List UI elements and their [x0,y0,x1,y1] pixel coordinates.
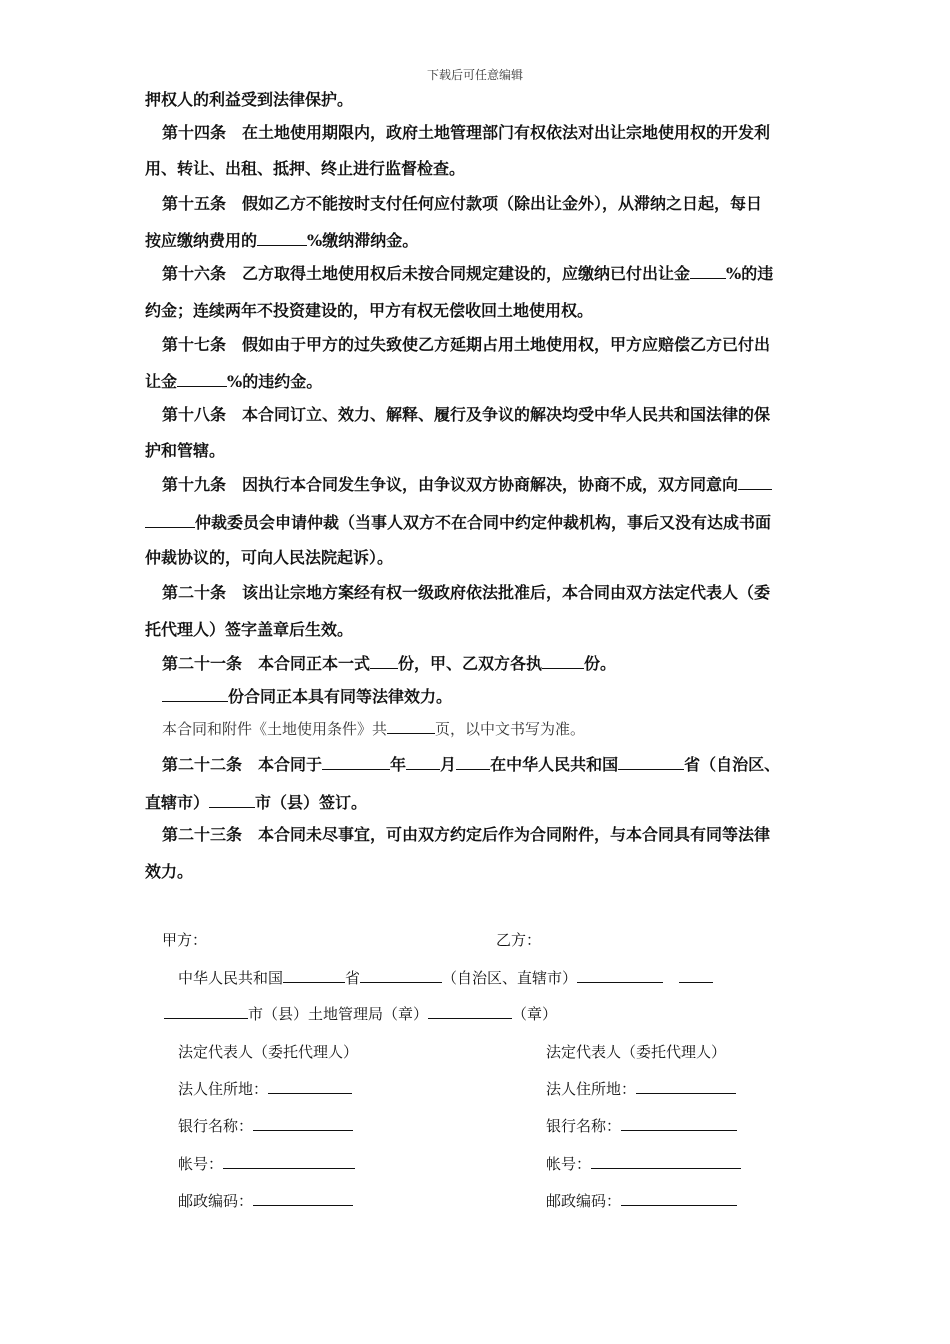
blank-field[interactable] [428,1003,512,1019]
blank-field[interactable] [370,653,398,669]
article-15-line-2 [145,228,418,251]
paragraph-line: 押权人的利益受到法律保护。 [145,90,354,109]
blank-field[interactable] [223,1153,355,1169]
bank-a [178,1115,353,1136]
article-15 [162,191,762,214]
bank-b [546,1115,737,1136]
blank-field[interactable] [577,967,663,983]
article-text: 假如乙方不能按时支付任何应付款项（除出让金外），从滞纳之日起，每日 [242,194,763,213]
text-segment: 按应缴纳费用的 [145,231,258,250]
blank-field[interactable] [618,754,684,770]
text-segment: 乙方取得土地使用权后未按合同规定建设的，应缴纳已付出让金 [242,264,691,283]
article-number: 第十六条 [162,264,227,283]
blank-field[interactable] [360,967,442,983]
text-segment: 份，甲、乙双方各执 [398,654,543,673]
blank-field[interactable] [322,754,390,770]
article-16-line-2: 约金；连续两年不投资建设的，甲方有权无偿收回土地使用权。 [145,301,594,320]
text-segment: 帐号： [546,1155,592,1173]
blank-field[interactable] [145,512,195,528]
blank-field[interactable] [456,754,490,770]
blank-field[interactable] [283,967,345,983]
blank-field[interactable] [406,754,440,770]
blank-field[interactable] [542,653,584,669]
account-b [546,1153,741,1174]
party-a-label: 甲方： [162,931,208,949]
article-number: 第十八条 [162,405,227,424]
blank-field[interactable] [164,1003,248,1019]
party-b-label: 乙方： [496,931,542,949]
article-number: 第二十二条 [162,755,243,774]
article-text: 本合同订立、效力、解释、履行及争议的解决均受中华人民共和国法律的保 [242,405,771,424]
zip-b [546,1190,737,1211]
blank-field[interactable] [690,263,726,279]
article-22 [162,752,780,775]
article-18-line-2: 护和管辖。 [145,441,226,460]
text-segment: 市（县）土地管理局（章） [248,1005,429,1023]
article-19-line-3: 仲裁协议的，可向人民法院起诉）。 [145,548,394,567]
text-segment: 法人住所地： [178,1080,269,1098]
bureau-line [164,1003,557,1024]
article-number: 第二十条 [162,583,227,602]
article-21 [162,651,616,674]
text-segment: 帐号： [178,1155,224,1173]
blank-field[interactable] [253,1190,353,1206]
issuer-line [178,967,713,988]
text-segment: 本合同于 [258,755,323,774]
text-segment: 让金 [145,372,178,391]
blank-field[interactable] [253,1115,353,1131]
address-b [546,1078,736,1099]
article-14 [162,120,770,143]
text-segment: %的违 [726,264,774,283]
rep-b-label: 法定代表人（委托代理人） [546,1043,727,1061]
blank-field[interactable] [591,1153,741,1169]
page-header: 下载后可任意编辑 [426,68,523,82]
blank-field[interactable] [268,1078,352,1094]
article-19 [162,472,772,495]
blank-field[interactable] [636,1078,736,1094]
article-19-line-2 [145,510,771,533]
text-segment: 月 [440,755,457,774]
rep-a-label: 法定代表人（委托代理人） [178,1043,359,1061]
article-17-line-2 [145,369,322,392]
account-a [178,1153,355,1174]
article-14-line-2: 用、转让、出租、抵押、终止进行监督检查。 [145,159,466,178]
text-segment: %的违约金。 [227,372,323,391]
text-segment: 省 [345,969,361,987]
article-23 [162,822,770,845]
address-a [178,1078,352,1099]
text-segment: 份。 [584,654,617,673]
article-20 [162,580,770,603]
blank-field[interactable] [621,1190,737,1206]
blank-field[interactable] [738,474,772,490]
article-number: 第二十三条 [162,825,243,844]
article-18 [162,402,770,425]
article-21-line-3 [162,718,585,739]
text-segment: 法人住所地： [546,1080,637,1098]
text-segment: 市（县）签订。 [255,793,368,812]
blank-field[interactable] [621,1115,737,1131]
text-segment: 本合同和附件《土地使用条件》共 [162,720,388,738]
article-text: 该出让宗地方案经有权一级政府依法批准后，本合同由双方法定代表人（委 [242,583,771,602]
text-segment: 本合同正本一式 [258,654,371,673]
text-segment: 邮政编码： [546,1192,622,1210]
blank-field[interactable] [257,230,307,246]
blank-field[interactable] [209,792,255,808]
text-segment: 因执行本合同发生争议，由争议双方协商解决，协商不成，双方同意向 [242,475,739,494]
article-21-line-2 [162,684,452,707]
text-segment: 仲裁委员会申请仲裁（当事人双方不在合同中约定仲裁机构，事后又没有达成书面 [195,513,772,532]
text-segment: （自治区、直辖市） [442,969,578,987]
text-segment: 中华人民共和国 [178,969,284,987]
text-segment: 年 [390,755,407,774]
zip-a [178,1190,353,1211]
text-segment: 直辖市） [145,793,210,812]
article-number: 第十四条 [162,123,227,142]
text-segment: 省（自治区、 [684,755,781,774]
text-segment: 份合同正本具有同等法律效力。 [228,687,453,706]
text-segment: 页，以中文书写为准。 [435,720,586,738]
article-number: 第十七条 [162,335,227,354]
text-segment: （章） [512,1005,558,1023]
article-text: 假如由于甲方的过失致使乙方延期占用土地使用权，甲方应赔偿乙方已付出 [242,335,771,354]
text-segment: 在中华人民共和国 [490,755,619,774]
article-17 [162,332,770,355]
blank-field[interactable] [387,718,435,734]
text-segment: %缴纳滞纳金。 [307,231,419,250]
text-segment: 邮政编码： [178,1192,254,1210]
blank-field[interactable] [177,371,227,387]
blank-field[interactable] [679,967,713,983]
article-22-line-2 [145,790,367,813]
article-23-line-2: 效力。 [145,862,194,881]
article-20-line-2: 托代理人）签字盖章后生效。 [145,620,354,639]
blank-field[interactable] [162,686,228,702]
text-segment: 银行名称： [178,1117,254,1135]
article-16 [162,261,773,284]
article-text: 在土地使用期限内，政府土地管理部门有权依法对出让宗地使用权的开发利 [242,123,771,142]
text-segment: 银行名称： [546,1117,622,1135]
article-number: 第十九条 [162,475,227,494]
article-number: 第十五条 [162,194,227,213]
article-text: 本合同未尽事宜，可由双方约定后作为合同附件，与本合同具有同等法律 [258,825,771,844]
article-number: 第二十一条 [162,654,243,673]
